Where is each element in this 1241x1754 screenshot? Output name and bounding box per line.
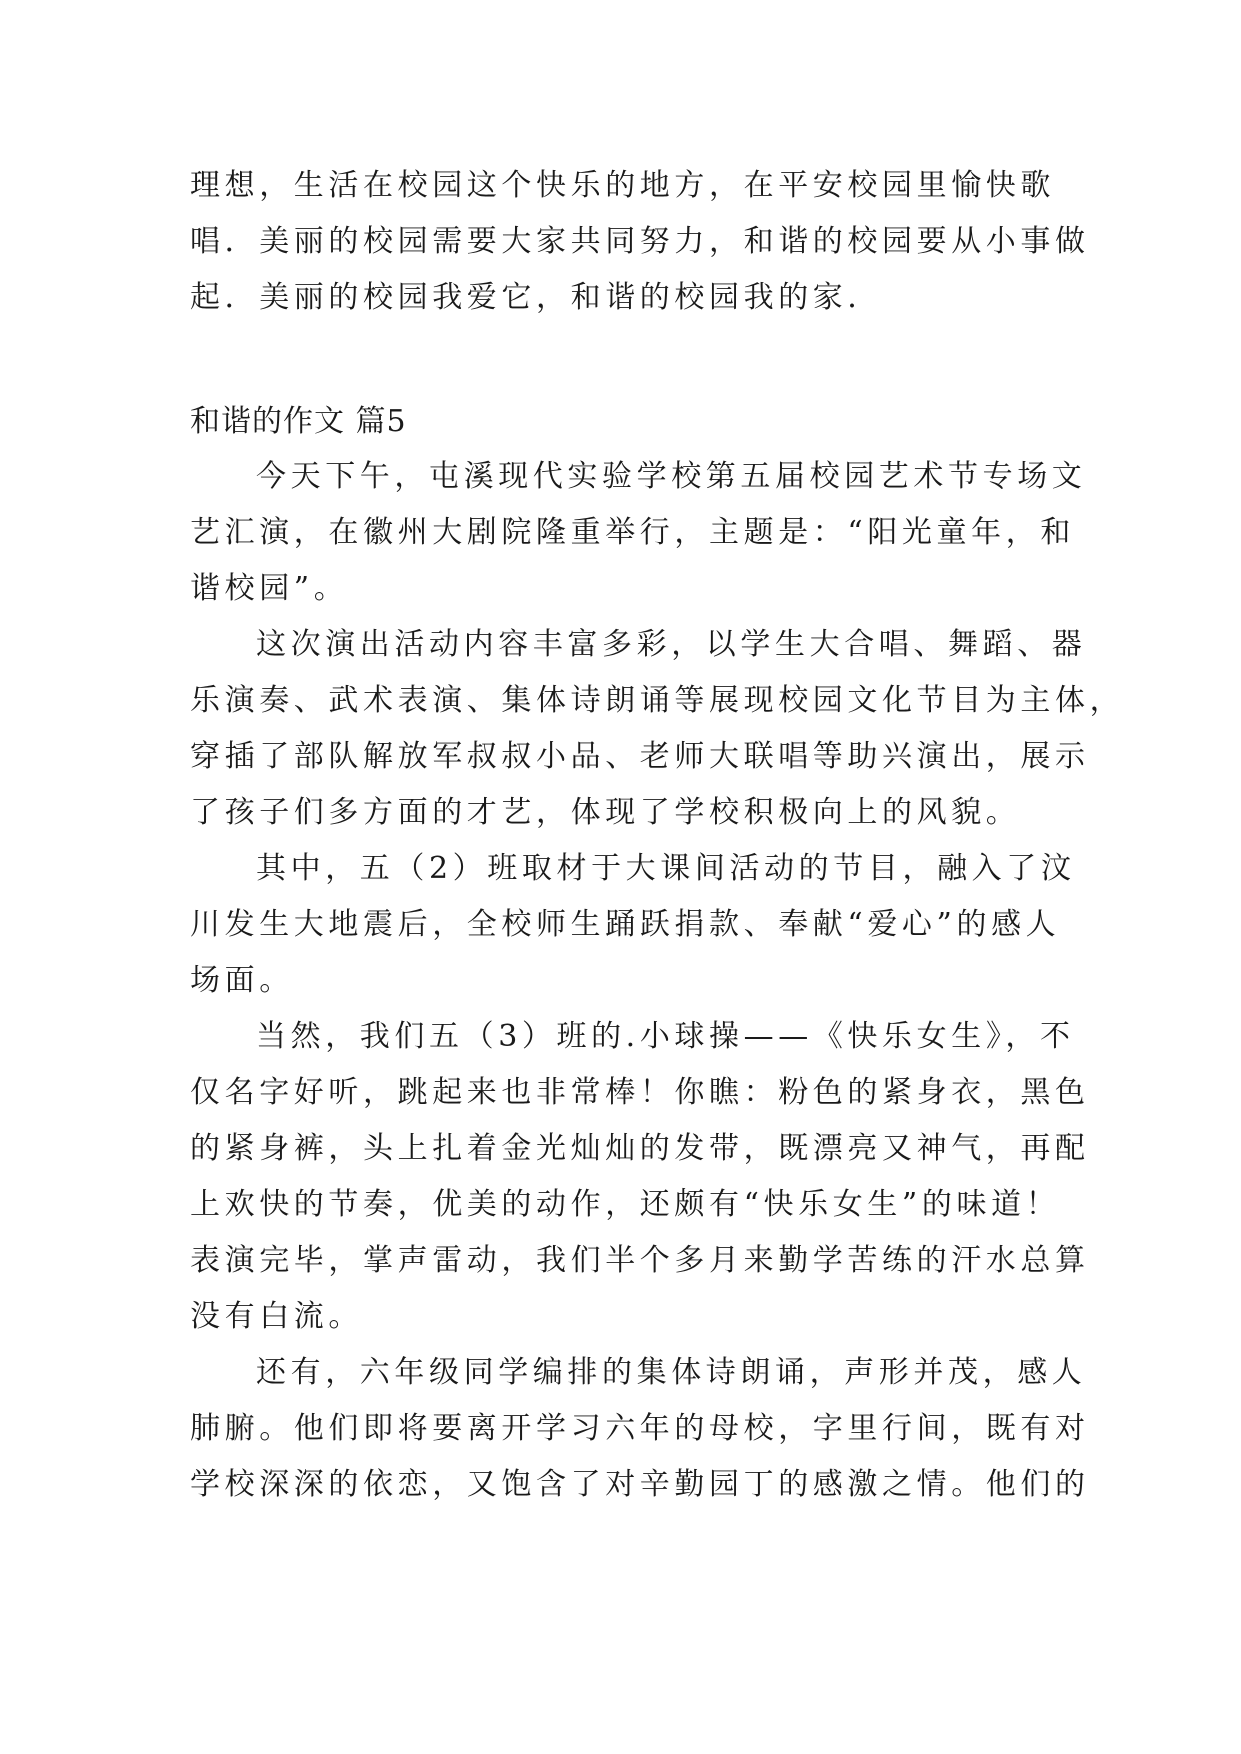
paragraph-line: 这次演出活动内容丰富多彩，以学生大合唱、舞蹈、器 [256,627,1087,662]
paragraph-line: 起．美丽的校园我爱它，和谐的校园我的家． [190,280,882,315]
paragraph-line: 肺腑。他们即将要离开学习六年的母校，字里行间，既有对 [190,1411,1090,1446]
paragraph-line: 表演完毕，掌声雷动，我们半个多月来勤学苦练的汗水总算 [190,1243,1090,1278]
paragraph-line: 学校深深的依恋，又饱含了对辛勤园丁的感激之情。他们的 [190,1467,1090,1502]
paragraph-line: 艺汇演，在徽州大剧院隆重举行，主题是：“阳光童年，和 [190,515,1075,550]
paragraph-line: 今天下午，屯溪现代实验学校第五届校园艺术节专场文 [256,459,1087,494]
paragraph-line: 当然，我们五（3）班的.小球操——《快乐女生》，不 [256,1019,1075,1054]
paragraph-line: 唱．美丽的校园需要大家共同努力，和谐的校园要从小事做 [190,224,1090,259]
paragraph-line: 川发生大地震后，全校师生踊跃捐款、奉献“爱心”的感人 [190,907,1061,942]
paragraph-line: 理想，生活在校园这个快乐的地方，在平安校园里愉快歌 [190,168,1055,203]
paragraph-line: 其中，五（2）班取材于大课间活动的节目，融入了汶 [256,851,1076,886]
paragraph-line: 仅名字好听，跳起来也非常棒！你瞧：粉色的紧身衣，黑色 [190,1075,1090,1110]
section-heading: 和谐的作文 篇5 [190,404,407,439]
paragraph-line: 的紧身裤，头上扎着金光灿灿的发带，既漂亮又神气，再配 [190,1131,1090,1166]
paragraph-line: 还有，六年级同学编排的集体诗朗诵，声形并茂，感人 [256,1355,1087,1390]
paragraph-line: 了孩子们多方面的才艺，体现了学校积极向上的风貌。 [190,795,1021,830]
paragraph-line: 没有白流。 [190,1299,363,1334]
paragraph-line: 场面。 [190,963,294,998]
paragraph-line: 穿插了部队解放军叔叔小品、老师大联唱等助兴演出，展示 [190,739,1090,774]
paragraph-line: 乐演奏、武术表演、集体诗朗诵等展现校园文化节目为主体， [190,683,1125,718]
paragraph-line: 谐校园”。 [190,571,349,606]
paragraph-line: 上欢快的节奏，优美的动作，还颇有“快乐女生”的味道！ [190,1187,1061,1222]
